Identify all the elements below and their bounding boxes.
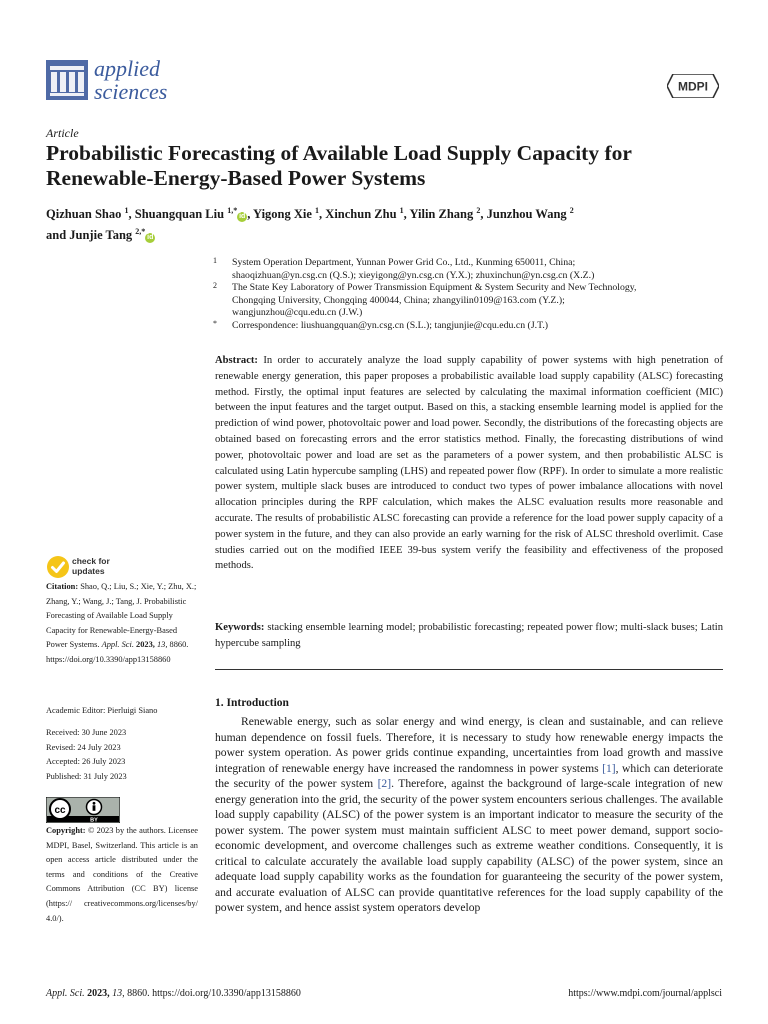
author-affil-mark: 2 xyxy=(569,206,574,215)
author-and: and xyxy=(46,228,67,243)
citation-doi[interactable]: 8860. https://doi.org/10.3390/app13158860 xyxy=(46,640,189,664)
footer-journal-url[interactable]: https://www.mdpi.com/journal/applsci xyxy=(568,988,722,999)
journal-name-line2: sciences xyxy=(94,79,168,104)
author-name: Shuangquan Liu xyxy=(134,207,225,222)
author-affil-mark: 1 xyxy=(315,206,320,215)
footer-year: 2023, xyxy=(87,988,110,999)
footer-journal: Appl. Sci. xyxy=(46,988,85,999)
intro-text: Renewable energy, such as solar energy and wind energy, is clean and sustainable, and can relieve human dependence on fossil fuels. Therefore, it is necessary to study how renewable energy impacts the power system operation. As power grids continue expanding, uncertainties from load growth and massive integration of renewable energy have increased the randomness in power systems xyxy=(215,715,723,775)
correspondence-item xyxy=(213,320,728,333)
copyright-label: Copyright: xyxy=(46,826,86,835)
affiliation-mark: 2 xyxy=(213,281,217,290)
section-divider xyxy=(215,669,723,670)
affiliation-line: wangjunzhou@cqu.edu.cn (J.W.) xyxy=(232,307,363,318)
author-affil-mark: 1,* xyxy=(227,206,238,215)
keywords xyxy=(215,620,723,652)
publisher-logo[interactable] xyxy=(667,74,719,98)
check-updates-line2: updates xyxy=(72,566,105,576)
affiliations xyxy=(213,257,728,332)
citation-label: Citation: xyxy=(46,582,79,591)
journal-name-line1: applied xyxy=(94,56,160,81)
orcid-icon[interactable]: id xyxy=(239,213,246,221)
citation-journal: Appl. Sci. xyxy=(101,640,134,650)
author-name: Yigong Xie xyxy=(253,207,312,222)
author-affil-mark: 1 xyxy=(124,206,129,215)
article-type: Article xyxy=(46,126,79,140)
author-affil-mark: 2,* xyxy=(135,227,146,237)
keywords-text: stacking ensemble learning model; probabilistic forecasting; repeated power flow; multi-slack buses; Latin hypercube sampling xyxy=(215,622,724,649)
dates-block xyxy=(46,726,198,784)
author-name: Junzhou Wang xyxy=(486,207,567,222)
check-updates-label[interactable] xyxy=(72,556,110,576)
check-updates-line1: check for xyxy=(72,556,110,566)
cc-by-license-icon[interactable] xyxy=(46,797,120,823)
date-received: Received: 30 June 2023 xyxy=(46,728,127,737)
cc-by-label: BY xyxy=(90,817,98,823)
footer-doi[interactable]: 8860. https://doi.org/10.3390/app13158860 xyxy=(127,988,301,999)
keywords-label: Keywords: xyxy=(215,622,265,633)
footer-citation xyxy=(46,988,301,999)
affiliation-item xyxy=(213,282,728,320)
affiliation-line: shaoqizhuan@yn.csg.cn (Q.S.); xieyigong@yn.csg.cn (Y.X.); zhuxinchun@yn.csg.cn (X.Z.) xyxy=(232,269,595,281)
intro-text: . Therefore, against the background of large-scale integration of new energy generation into the grid, the security of the power system encounters serious challenges. The available load supply capability (ALSC) of the power system is an important indicator to measure the security of the power system. The power system must maintain sufficient ALSC to meet power demand, support socio-economic development, and overcome challenges such as extreme weather conditions. Consequently, it is critical to calculate accurately the available load supply capability (ALSC) of the power system, since an adequate load supply capability works as the foundation for guaranteeing the security of the power system, and accurate evaluation of ALSC can provide quantitative references for the load supply capability of the power system, and hence assist system operators develop xyxy=(215,777,723,914)
author-name: Xinchun Zhu xyxy=(325,207,397,222)
copyright-block xyxy=(46,824,198,926)
section-heading: 1. Introduction xyxy=(215,697,289,709)
journal-name[interactable] xyxy=(94,57,167,103)
affiliation-mark: * xyxy=(213,318,217,328)
abstract-label: Abstract: xyxy=(215,355,258,366)
journal-logo-icon[interactable] xyxy=(46,60,88,100)
reference-link[interactable]: [2] xyxy=(377,777,392,790)
affiliation-line: Chongqing University, Chongqing 400044, China; zhangyilin0109@163.com (Y.Z.); xyxy=(232,294,565,306)
abstract-text: In order to accurately analyze the load supply capability of power systems with high penetration of renewable energy generation, this paper proposes a probabilistic available load supply capability (ALSC) forecasting method. Firstly, the optimal input features are selected by calculating the maximal information coefficient (MIC) between the input features and the target output. Based on this, a stacking ensemble learning model is applied for the prediction of wind power, photovoltaic power and load power. Secondly, the distributions of the forecasting objects are obtained based on forecasting errors and the error statistics method. Finally, the forecasting distributions of wind power, photovoltaic power and load are set as the parameters of a power system, and then probabilistic ALSC is calculated using Latin hypercube sampling (LHS) and repeated power flow (RPF). In order to simulate a more realistic power system, multiple slack buses are introduced to conduct two types of power imbalance allocations with novel allocation principles during the RPF calculation, which makes the ALSC evaluation results more reasonable and accurate. The results of probabilistic ALSC forecasting can provide a reference for the load power supply capacity of a power system in the future, and they can also provide an early warning for the risk of ALSC threshold overlimit. Case studies carried out on the modified IEEE 39-bus system verify the feasibility and effectiveness of the proposed methods. xyxy=(215,355,723,572)
citation-text: Shao, Q.; Liu, S.; Xie, Y.; Zhu, X.; Zhang, Y.; Wang, J.; Tang, J. Probabilistic Forecasting of Available Load Supply Capacity for Renewable-Energy-Based Power Systems. xyxy=(46,582,197,650)
date-accepted: Accepted: 26 July 2023 xyxy=(46,757,126,767)
date-revised: Revised: 24 July 2023 xyxy=(46,742,121,752)
citation-block xyxy=(46,580,198,668)
orcid-icon[interactable]: id xyxy=(147,234,154,242)
author-name: Junjie Tang xyxy=(69,228,133,243)
intro-text: , which can deteriorate the security of the power system xyxy=(215,761,723,790)
citation-year: 2023, xyxy=(136,640,155,650)
author-affil-mark: 2 xyxy=(476,206,481,215)
affiliation-item xyxy=(213,257,728,282)
introduction-paragraph xyxy=(215,714,723,916)
copyright-text: © 2023 by the authors. Licensee MDPI, Basel, Switzerland. This article is an open access article distributed under the terms and conditions of the Creative Commons Attribution (CC BY) license (https:// creativecommons.org/licenses/by/ 4.0/). xyxy=(46,826,198,923)
footer-volume: 13, xyxy=(112,988,125,999)
abstract xyxy=(215,353,723,574)
page-title: Probabilistic Forecasting of Available Load Supply Capacity for Renewable-Energy-Based Power Systems xyxy=(46,141,632,190)
author-list: Qizhuan Shao $^1$, Shuangquan Liu $^{1,*}$id , Yigong Xie $^1$, Xinchun Zhu $^1$, Yilin Zhang $^2$, Junzhou Wang $^2$ and Junjie Tang $^{2,*}$id xyxy=(46,206,574,243)
affiliation-line: System Operation Department, Yunnan Power Grid Co., Ltd., Kunming 650011, China; xyxy=(232,257,576,268)
date-published: Published: 31 July 2023 xyxy=(46,771,127,781)
citation-volume: 13, xyxy=(156,640,168,650)
academic-editor: Academic Editor: Pierluigi Siano xyxy=(46,706,158,715)
author-name: Yilin Zhang xyxy=(409,207,474,222)
reference-link[interactable]: [1] xyxy=(602,761,616,775)
correspondence-line: Correspondence: liushuangquan@yn.csg.cn (S.L.); tangjunjie@cqu.edu.cn (J.T.) xyxy=(232,319,549,331)
author-name: Qizhuan Shao xyxy=(46,207,122,222)
author-affil-mark: 1 xyxy=(399,206,404,215)
check-updates-icon[interactable] xyxy=(46,555,70,579)
affiliation-line: The State Key Laboratory of Power Transmission Equipment & System Security and New Technology, xyxy=(232,282,637,293)
publisher-name: MDPI xyxy=(678,79,708,94)
affiliation-mark: 1 xyxy=(213,256,217,265)
svg-text:cc: cc xyxy=(54,805,66,816)
